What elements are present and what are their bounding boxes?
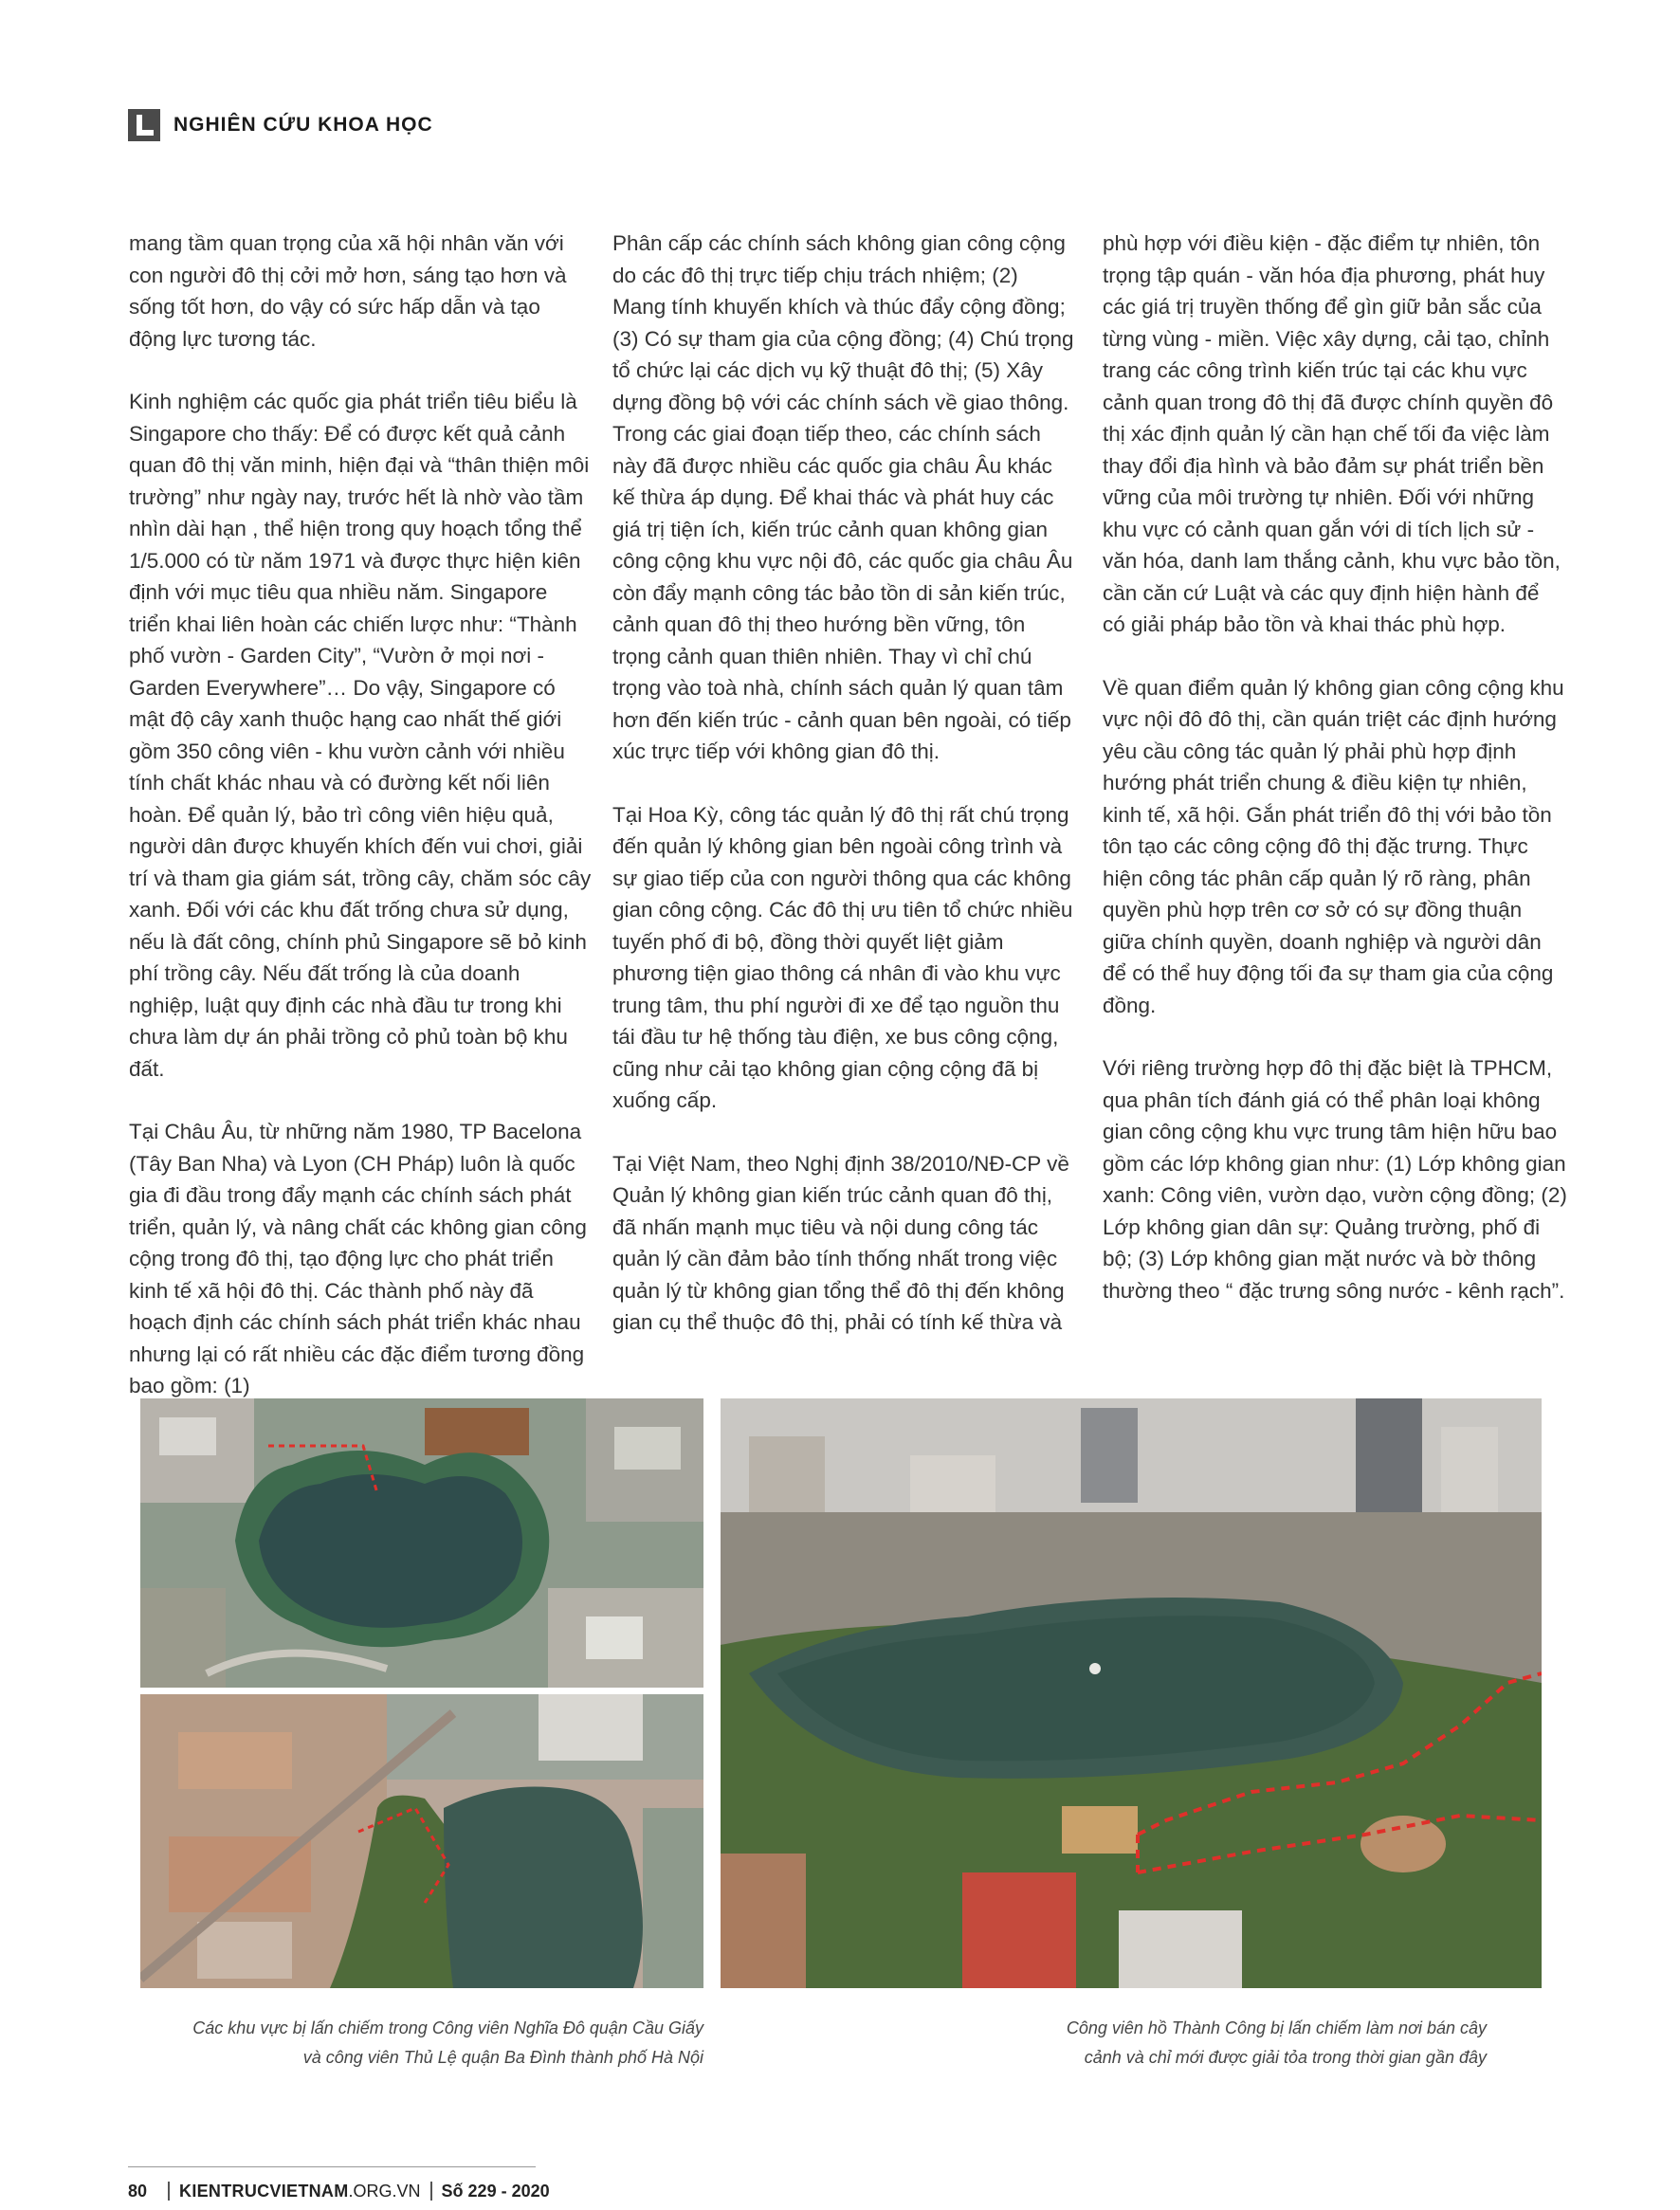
paragraph: Kinh nghiệm các quốc gia phát triển tiêu biểu là Singapore cho thấy: Để có được kết quả cảnh quan đô thị văn minh, hiện đại và “thân thiện môi trường” như ngày nay, trước hết là nhờ vào tầm nhìn dài hạn , thể hiện trong quy hoạch tổng thể 1/5.000 có từ năm 1971 và được thực hiện kiên định với mục tiêu qua nhiều năm. Singapore triển khai liên hoàn các chiến lược như: “Thành phố vườn - Garden City”, “Vườn ở mọi nơi - Garden Everywhere”… Do vậy, Singapore có mật độ cây xanh thuộc hạng cao nhất thế giới gồm 350 công viên - khu vườn cảnh với nhiều tính chất khác nhau và có đường kết nối liên hoàn. Để quản lý, bảo trì công viên hiệu quả, người dân được khuyến khích đến vui chơi, giải trí và tham gia giám sát, trồng cây, chăm sóc cây xanh. Đối với các khu đất trống chưa sử dụng, nếu là đất công, chính phủ Singapore sẽ bỏ kinh phí trồng cây. Nếu đất trống là của doanh nghiệp, luật quy định các nhà đầu tư trong khi chưa làm dự án phải trồng cỏ phủ toàn bộ khu đất. <box>129 390 592 1081</box>
magazine-logo-icon <box>128 109 160 141</box>
page-header <box>128 106 433 144</box>
caption-line: Các khu vực bị lấn chiếm trong Công viên Nghĩa Đô quận Cầu Giấy <box>192 2018 703 2037</box>
footer-separator <box>168 2182 170 2201</box>
caption-line: Công viên hồ Thành Công bị lấn chiếm làm nơi bán cây <box>1066 2018 1487 2037</box>
photo-thanh-cong-lake <box>721 1398 1542 1988</box>
page-number: 80 <box>128 2181 148 2201</box>
photo-nghia-do-park <box>140 1398 703 1688</box>
page-footer <box>128 2179 550 2203</box>
magazine-domain: .ORG.VN <box>348 2181 421 2201</box>
footer-divider <box>128 2166 536 2167</box>
paragraph: Về quan điểm quản lý không gian công cộng khu vực nội đô đô thị, cần quán triệt các định hướng yêu cầu công tác quản lý phải phù hợp định hướng phát triển chung & điều kiện tự nhiên, kinh tế, xã hội. Gắn phát triển đô thị với bảo tồn tôn tạo các công cộng đô thị đặc trưng. Thực hiện công tác phân cấp quản lý rõ ràng, phân quyền phù hợp trên cơ sở có sự đồng thuận giữa chính quyền, doanh nghiệp và người dân để có thể huy động tối đa sự tham gia của cộng đồng. <box>1103 675 1564 1017</box>
paragraph: Tại Hoa Kỳ, công tác quản lý đô thị rất chú trọng đến quản lý không gian bên ngoài công trình và sự giao tiếp của con người thông qua các không gian công cộng. Các đô thị ưu tiên tổ chức nhiều tuyến phố đi bộ, đồng thời quyết liệt giảm phương tiện giao thông cá nhân đi vào khu vực trung tâm, thu phí người đi xe để tạo nguồn thu tái đầu tư hệ thống tàu điện, xe bus công cộng, cũng như cải tạo không gian cộng cộng đã bị xuống cấp. <box>612 802 1073 1112</box>
paragraph: Tại Châu Âu, từ những năm 1980, TP Bacelona (Tây Ban Nha) và Lyon (CH Pháp) luôn là quốc gia đi đầu trong đẩy mạnh các chính sách phát triển, quản lý, và nâng chất các không gian công cộng trong đô thị, tạo động lực cho phát triển kinh tế xã hội đô thị. Các thành phố này đã hoạch định các chính sách phát triển khác nhau nhưng lại có rất nhiều các đặc điểm tương đồng bao gồm: (1) <box>129 1120 587 1397</box>
caption-line: cảnh và chỉ mới được giải tỏa trong thời gian gần đây <box>1084 2048 1487 2067</box>
paragraph: Phân cấp các chính sách không gian công cộng do các đô thị trực tiếp chịu trách nhiệm; (2) Mang tính khuyến khích và thúc đẩy cộng đồng; (3) Có sự tham gia của cộng đồng; (4) Chú trọng tổ chức lại các dịch vụ kỹ thuật đô thị; (5) Xây dựng đồng bộ với các chính sách về giao thông. Trong các giai đoạn tiếp theo, các chính sách này đã được nhiều các quốc gia châu Âu khác kế thừa áp dụng. Để khai thác và phát huy các giá trị tiện ích, kiến trúc cảnh quan không gian công cộng khu vực nội đô, các quốc gia châu Âu còn đẩy mạnh công tác bảo tồn di sản kiến trúc, cảnh quan đô thị theo hướng bền vững, tôn trọng cảnh quan thiên nhiên. Thay vì chỉ chú trọng vào toà nhà, chính sách quản lý quan tâm hơn đến kiến trúc - cảnh quan bên ngoài, có tiếp xúc trực tiếp với không gian đô thị. <box>612 231 1074 763</box>
photo-thu-le-park <box>140 1694 703 1988</box>
text-column-2 <box>612 228 1077 1370</box>
magazine-brand: KIENTRUCVIETNAM <box>179 2181 349 2201</box>
photo-caption-right <box>967 2014 1487 2073</box>
photo-caption-left <box>142 2014 703 2073</box>
paragraph: phù hợp với điều kiện - đặc điểm tự nhiên, tôn trọng tập quán - văn hóa địa phương, phát huy các giá trị truyền thống để gìn giữ bản sắc của từng vùng - miền. Việc xây dựng, cải tạo, chỉnh trang các công trình kiến trúc tại các khu vực cảnh quan trong đô thị đã được chính quyền đô thị xác định quản lý cần hạn chế tối đa việc làm thay đổi địa hình và bảo đảm sự phát triển bền vững của môi trường tự nhiên. Đối với những khu vực có cảnh quan gắn với di tích lịch sử - văn hóa, danh lam thắng cảnh, khu vực bảo tồn, cần căn cứ Luật và các quy định hiện hành để có giải pháp bảo tồn và khai thác phù hợp. <box>1103 231 1561 636</box>
text-column-1 <box>129 228 593 1434</box>
section-title: NGHIÊN CỨU KHOA HỌC <box>173 114 433 136</box>
paragraph: Tại Việt Nam, theo Nghị định 38/2010/NĐ-CP về Quản lý không gian kiến trúc cảnh quan đô thị, đã nhấn mạnh mục tiêu và nội dung công tác quản lý cần đảm bảo tính thống nhất trong việc quản lý từ không gian tổng thể đô thị đến không gian cụ thể thuộc đô thị, phải có tính kế thừa và <box>612 1151 1069 1334</box>
paragraph: mang tầm quan trọng của xã hội nhân văn với con người đô thị cởi mở hơn, sáng tạo hơn và sống tốt hơn, do vậy có sức hấp dẫn và tạo động lực tương tác. <box>129 231 567 351</box>
paragraph: Với riêng trường hợp đô thị đặc biệt là TPHCM, qua phân tích đánh giá có thể phân loại không gian công cộng khu vực trung tâm hiện hữu bao gồm các lớp không gian như: (1) Lớp không gian xanh: Công viên, vườn dạo, vườn cộng đồng; (2) Lớp không gian dân sự: Quảng trường, phố đi bộ; (3) Lớp không gian mặt nước và bờ thông thường theo “ đặc trưng sông nước - kênh rạch”. <box>1103 1056 1567 1303</box>
footer-separator <box>430 2182 432 2201</box>
issue-number: Số 229 - 2020 <box>441 2181 550 2201</box>
caption-line: và công viên Thủ Lệ quận Ba Đình thành phố Hà Nội <box>302 2048 703 2067</box>
text-column-3 <box>1103 228 1567 1338</box>
